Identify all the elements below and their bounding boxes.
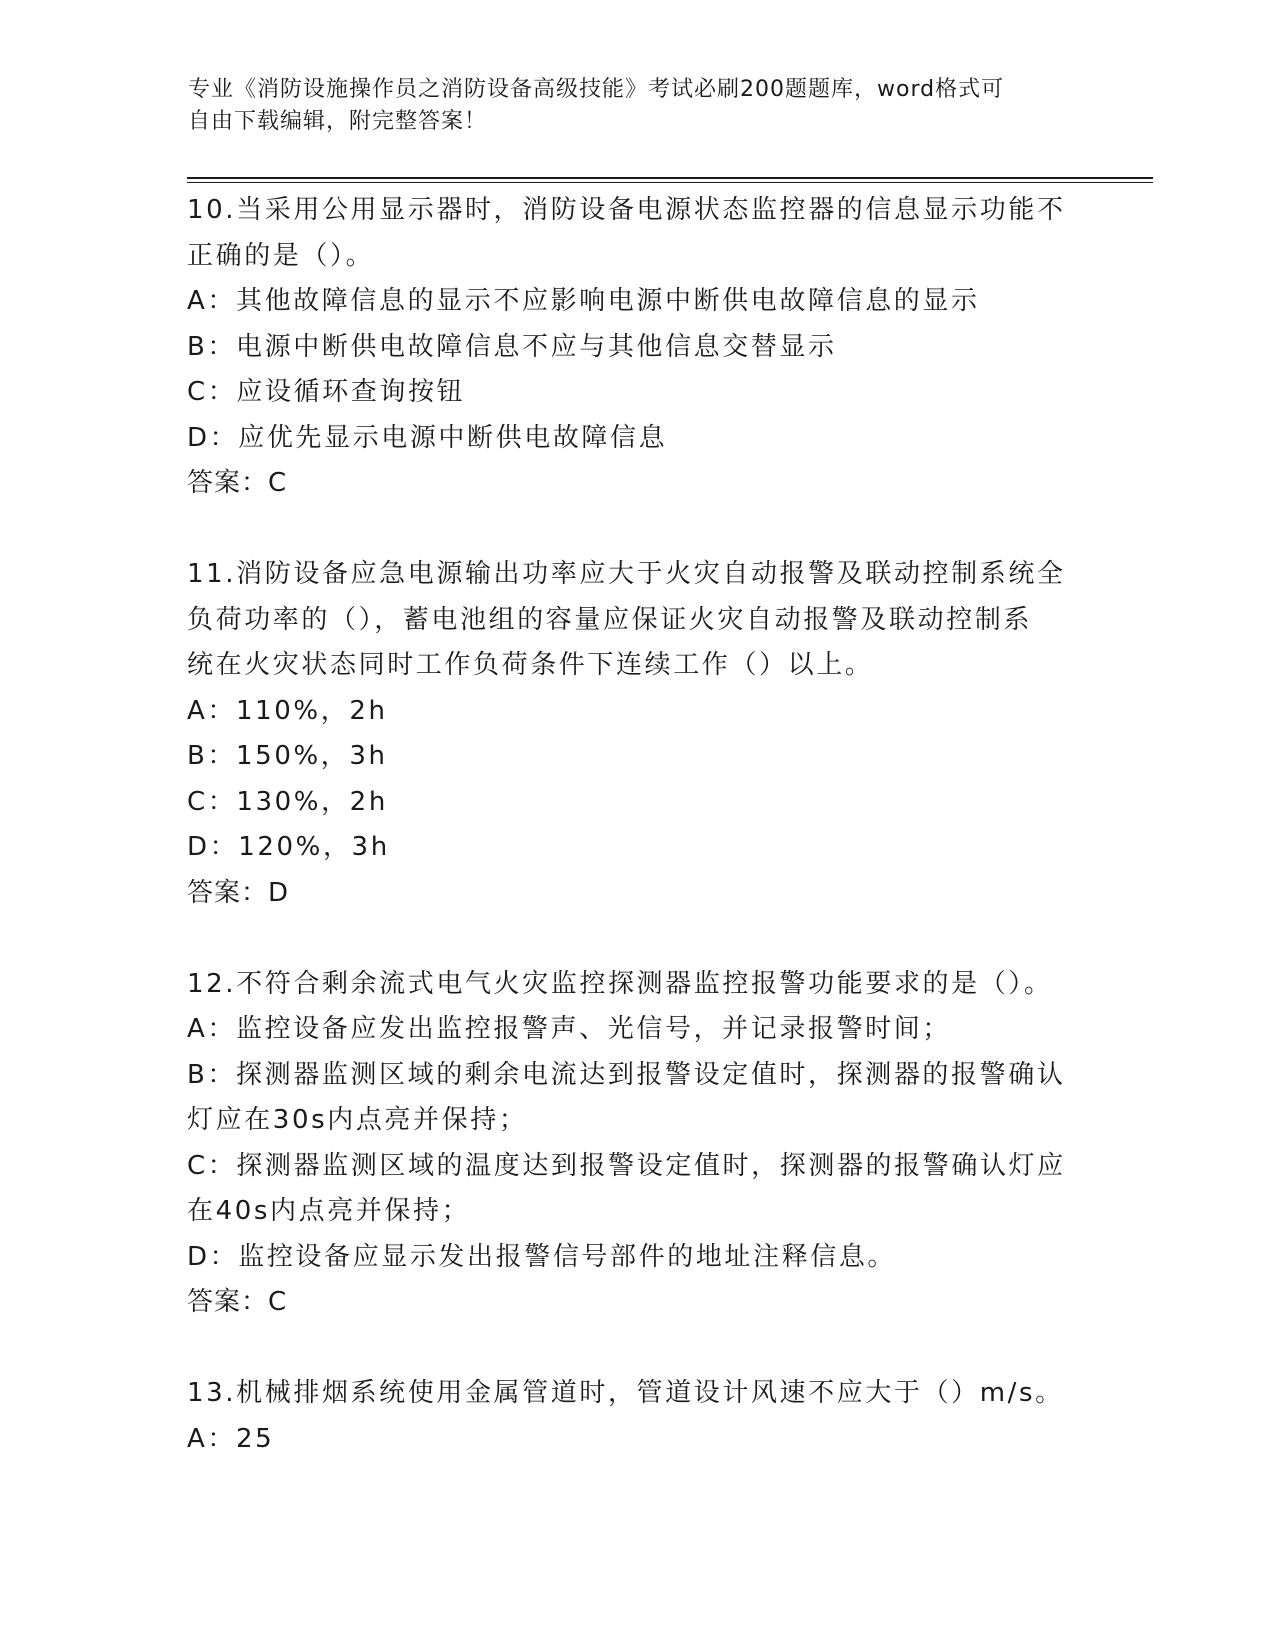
question-stem: 10.当采用公用显示器时，消防设备电源状态监控器的信息显示功能不 (187, 195, 1066, 225)
answer: 答案：D (187, 877, 290, 908)
answer: 答案：C (187, 468, 288, 498)
question-stem: 13.机械排烟系统使用金属管道时，管道设计风速不应大于（）m/s。 (187, 1378, 1064, 1408)
question-10 (187, 188, 1087, 507)
option-c: C：应设循环查询按钮 (187, 377, 466, 407)
question-list (187, 188, 1087, 1462)
question-13 (187, 1371, 1087, 1462)
answer: 答案：C (187, 1287, 288, 1317)
option-c: C：130%，2h (187, 786, 388, 817)
header-line-2: 自由下载编辑，附完整答案！ (188, 109, 488, 134)
option-b: B：探测器监测区域的剩余电流达到报警设定值时，探测器的报警确认 (187, 1059, 1066, 1090)
header-divider-thin (187, 182, 1153, 183)
header-divider-thick (187, 177, 1153, 179)
option-b: B：电源中断供电故障信息不应与其他信息交替显示 (187, 331, 837, 362)
option-c: C：探测器监测区域的温度达到报警设定值时，探测器的报警确认灯应 (187, 1150, 1066, 1181)
option-a: A：110%，2h (187, 695, 388, 726)
document-header (188, 74, 1068, 138)
option-d: D：监控设备应显示发出报警信号部件的地址注释信息。 (187, 1241, 897, 1272)
option-a: A：监控设备应发出监控报警声、光信号，并记录报警时间； (187, 1014, 951, 1044)
question-stem: 12.不符合剩余流式电气火灾监控探测器监控报警功能要求的是（）。 (187, 968, 1053, 999)
question-stem: 统在火灾状态同时工作负荷条件下连续工作（）以上。 (187, 650, 874, 680)
question-stem: 11.消防设备应急电源输出功率应大于火灾自动报警及联动控制系统全 (187, 559, 1066, 589)
option-a: A：其他故障信息的显示不应影响电源中断供电故障信息的显示 (187, 286, 980, 316)
option-d: D：应优先显示电源中断供电故障信息 (187, 422, 668, 453)
option-b: B：150%，3h (187, 741, 388, 771)
question-stem: 负荷功率的（），蓄电池组的容量应保证火灾自动报警及联动控制系 (187, 604, 1033, 635)
header-line-1: 专业《消防设施操作员之消防设备高级技能》考试必刷200题题库，word格式可 (188, 77, 1005, 102)
option-d: D：120%，3h (187, 832, 390, 862)
option-a: A：25 (187, 1423, 275, 1454)
question-12 (187, 962, 1087, 1326)
option-c-continued: 在40s内点亮并保持； (187, 1196, 471, 1226)
question-stem: 正确的是（）。 (187, 240, 375, 271)
question-11 (187, 552, 1087, 916)
option-b-continued: 灯应在30s内点亮并保持； (187, 1105, 528, 1135)
